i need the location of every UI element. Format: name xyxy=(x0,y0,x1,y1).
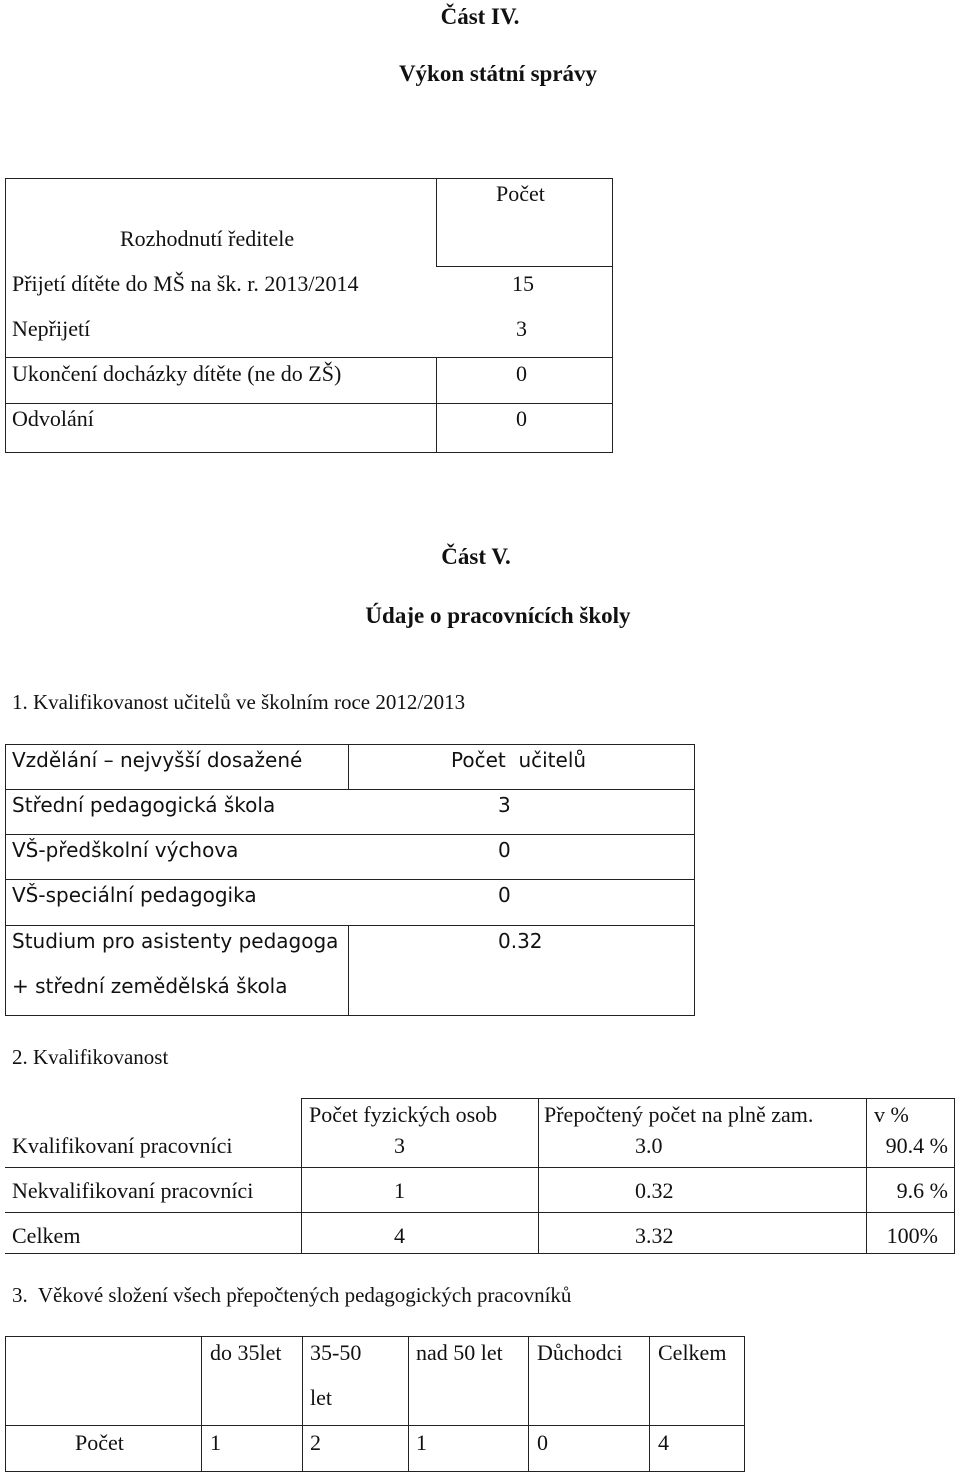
row-label: Přijetí dítěte do MŠ na šk. r. 2013/2014 xyxy=(12,271,359,296)
row-label: Střední pedagogická škola xyxy=(12,793,276,817)
row-percent: 100% xyxy=(886,1223,938,1248)
header-percent: v % xyxy=(874,1102,909,1127)
value-under-35: 1 xyxy=(210,1430,221,1455)
header-retirees: Důchodci xyxy=(537,1340,623,1365)
row-value: 3 xyxy=(498,793,511,817)
row-label: Studium pro asistenty pedagoga xyxy=(12,929,339,953)
header-total: Celkem xyxy=(658,1340,727,1365)
row-label: Nekvalifikovaní pracovníci xyxy=(12,1178,254,1203)
part5-title: Údaje o pracovnících školy xyxy=(365,603,631,628)
row-persons: 4 xyxy=(394,1223,405,1248)
header-education: Vzdělání – nejvyšší dosažené xyxy=(12,748,303,772)
row-label: Počet xyxy=(75,1430,124,1455)
row-label-line2: + střední zemědělská škola xyxy=(12,974,288,998)
row-label: VŠ-speciální pedagogika xyxy=(12,883,257,907)
row-percent: 9.6 % xyxy=(896,1178,948,1203)
row-value: 0.32 xyxy=(498,929,543,953)
row-percent: 90.4 % xyxy=(885,1133,948,1158)
row-value: 0 xyxy=(498,838,511,862)
section3-title: 3. Věkové složení všech přepočtených pedagogických pracovníků xyxy=(12,1283,572,1307)
part4-heading: Část IV. xyxy=(440,4,520,29)
row-value: 3 xyxy=(516,316,527,341)
section2-title: 2. Kvalifikovanost xyxy=(12,1045,169,1069)
header-persons: Počet fyzických osob xyxy=(309,1102,498,1127)
section1-title: 1. Kvalifikovanost učitelů ve školním roce 2012/2013 xyxy=(12,690,466,714)
row-label: VŠ-předškolní výchova xyxy=(12,838,239,862)
header-fte: Přepočtený počet na plně zam. xyxy=(544,1102,814,1127)
header-count: Počet xyxy=(496,181,545,206)
value-35-50: 2 xyxy=(310,1430,321,1455)
row-value: 0 xyxy=(516,406,527,431)
header-under-35: do 35let xyxy=(210,1340,282,1365)
row-persons: 1 xyxy=(394,1178,405,1203)
header-over-50: nad 50 let xyxy=(416,1340,503,1365)
row-fte: 3.32 xyxy=(635,1223,674,1248)
part5-heading: Část V. xyxy=(441,544,511,569)
row-value: 0 xyxy=(498,883,511,907)
row-label: Odvolání xyxy=(12,406,94,431)
row-persons: 3 xyxy=(394,1133,405,1158)
header-35-50: 35-50 xyxy=(310,1340,362,1365)
header-teacher-count: Počet učitelů xyxy=(451,748,587,772)
row-label: Ukončení docházky dítěte (ne do ZŠ) xyxy=(12,361,342,386)
header-decision: Rozhodnutí ředitele xyxy=(120,226,295,251)
header-35-50-line2: let xyxy=(310,1385,332,1410)
part4-title: Výkon státní správy xyxy=(398,61,598,86)
row-fte: 3.0 xyxy=(635,1133,663,1158)
row-value: 0 xyxy=(516,361,527,386)
row-fte: 0.32 xyxy=(635,1178,674,1203)
row-label: Celkem xyxy=(12,1223,81,1248)
row-label: Kvalifikovaní pracovníci xyxy=(12,1133,233,1158)
value-total: 4 xyxy=(658,1430,669,1455)
row-label: Nepřijetí xyxy=(12,316,91,341)
value-over-50: 1 xyxy=(416,1430,427,1455)
value-retirees: 0 xyxy=(537,1430,548,1455)
row-value: 15 xyxy=(512,271,534,296)
